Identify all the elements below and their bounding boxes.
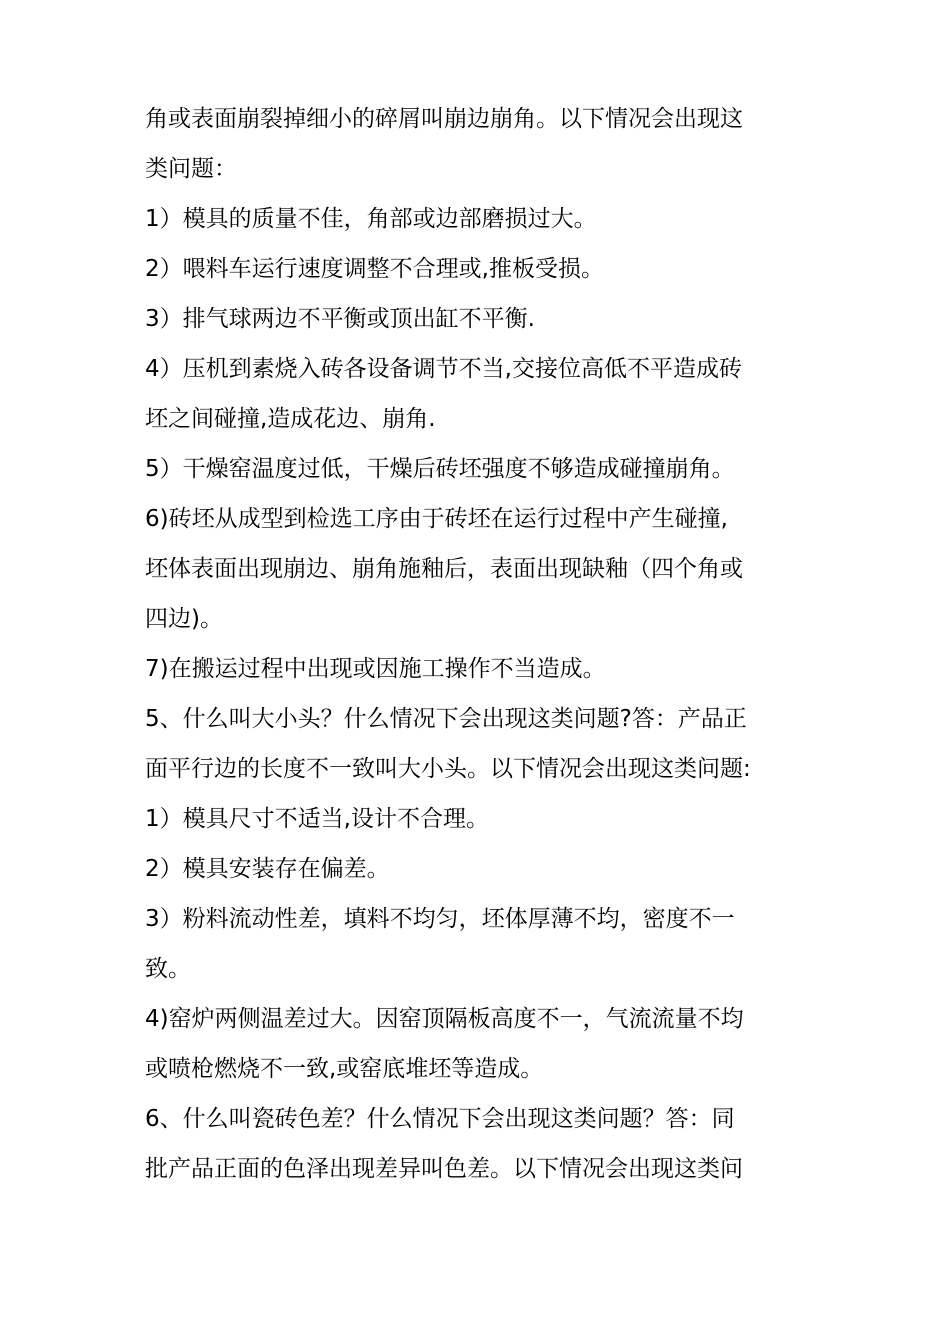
text-line: 2）模具安装存在偏差。: [145, 856, 390, 882]
document-body: [145, 94, 817, 1194]
text-line: 坯体表面出现崩边、崩角施釉后，表面出现缺釉（四个角或: [145, 556, 743, 582]
text-line: 6)砖坯从成型到检选工序由于砖坯在运行过程中产生碰撞,: [145, 506, 728, 532]
text-line: 致。: [145, 956, 191, 982]
text-line: 角或表面崩裂掉细小的碎屑叫崩边崩角。以下情况会出现这: [145, 106, 743, 132]
text-line: 或喷枪燃烧不一致,或窑底堆坯等造成。: [145, 1056, 544, 1082]
text-line: 7)在搬运过程中出现或因施工操作不当造成。: [145, 656, 606, 682]
text-line: 面平行边的长度不一致叫大小头。以下情况会出现这类问题:: [145, 756, 751, 782]
text-line: 1）模具尺寸不适当,设计不合理。: [145, 806, 489, 832]
text-line: 6、什么叫瓷砖色差？什么情况下会出现这类问题？答：同: [145, 1106, 735, 1132]
text-line: 1）模具的质量不佳，角部或边部磨损过大。: [145, 206, 597, 232]
text-line: 4）压机到素烧入砖各设备调节不当,交接位高低不平造成砖: [145, 356, 742, 382]
text-line: 5、什么叫大小头？什么情况下会出现这类问题?答：产品正: [145, 706, 747, 732]
text-line: 2）喂料车运行速度调整不合理或,推板受损。: [145, 256, 604, 282]
text-line: 5）干燥窑温度过低，干燥后砖坯强度不够造成碰撞崩角。: [145, 456, 735, 482]
text-line: 3）排气球两边不平衡或顶出缸不平衡.: [145, 306, 535, 332]
text-line: 四边)。: [145, 606, 223, 632]
text-line: 批产品正面的色泽出现差异叫色差。以下情况会出现这类问: [145, 1156, 743, 1182]
text-line: 坯之间碰撞,造成花边、崩角.: [145, 406, 436, 432]
text-line: 3）粉料流动性差，填料不均匀，坯体厚薄不均，密度不一: [145, 906, 735, 932]
text-line: 类问题：: [145, 156, 237, 182]
text-line: 4)窑炉两侧温差过大。因窑顶隔板高度不一，气流流量不均: [145, 1006, 744, 1032]
